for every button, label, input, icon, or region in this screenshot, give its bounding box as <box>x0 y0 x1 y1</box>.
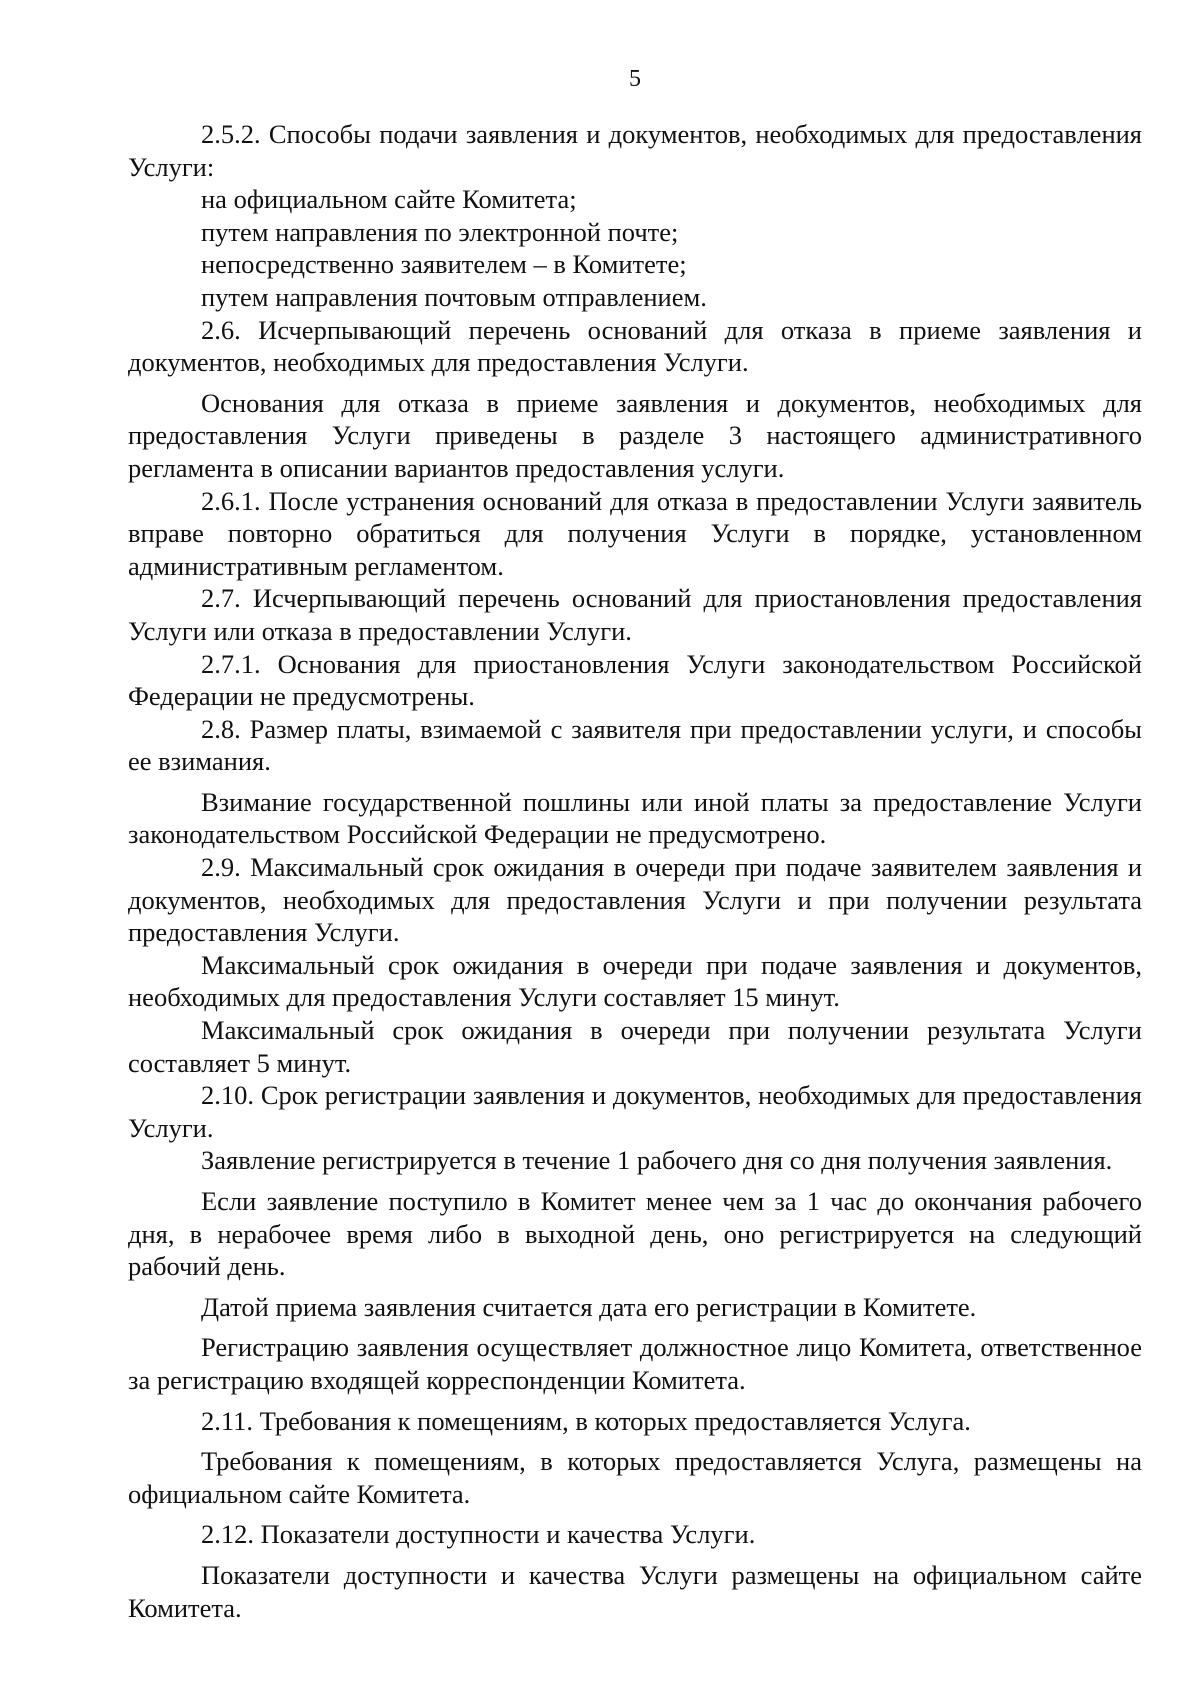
paragraph-2-12: 2.12. Показатели доступности и качества Услуги. <box>201 1519 756 1550</box>
paragraph-queue-result: Максимальный срок ожидания в очереди при получении результата Услуги составляет 5 минут. <box>128 1015 1142 1078</box>
paragraph-2-6-1: 2.6.1. После устранения оснований для отказа в предоставлении Услуги заявитель вправе повторно обратиться для получения Услуги в порядке, установленном административным регламентом. <box>128 485 1142 581</box>
paragraph-queue-submission: Максимальный срок ожидания в очереди при подаче заявления и документов, необходимых для предоставления Услуги составляет 15 минут. <box>128 949 1142 1013</box>
paragraph-fee: Взимание государственной пошлины или иной платы за предоставление Услуги законодательством Российской Федерации не предусмотрено. <box>128 786 1142 850</box>
list-item-official-site: на официальном сайте Комитета; <box>201 184 577 215</box>
paragraph-registration-term: Заявление регистрируется в течение 1 рабочего дня со дня получения заявления. <box>201 1145 1113 1176</box>
paragraph-premises: Требования к помещениям, в которых предоставляется Услуга, размещены на официальном сайте Комитета. <box>128 1446 1142 1509</box>
list-item-email: путем направления по электронной почте; <box>201 216 679 247</box>
list-item-post: путем направления почтовым отправлением. <box>201 281 707 312</box>
list-item-in-person: непосредственно заявителем – в Комитете; <box>201 249 687 280</box>
paragraph-2-7-1: 2.7.1. Основания для приостановления Услуги законодательством Российской Федерации не предусмотрены. <box>128 648 1142 712</box>
paragraph-after-hours: Если заявление поступило в Комитет менее чем за 1 час до окончания рабочего дня, в нерабочее время либо в выходной день, оно регистрируется на следующий рабочий день. <box>128 1186 1142 1282</box>
paragraph-quality: Показатели доступности и качества Услуги размещены на официальном сайте Комитета. <box>128 1559 1142 1623</box>
paragraph-2-9: 2.9. Максимальный срок ожидания в очереди при подаче заявителем заявления и документов, необходимых для предоставления Услуги и при получении результата предоставления Услуги. <box>128 852 1142 948</box>
paragraph-2-6: 2.6. Исчерпывающий перечень оснований для отказа в приеме заявления и документов, необходимых для предоставления Услуги. <box>128 314 1142 378</box>
paragraph-registrar: Регистрацию заявления осуществляет должностное лицо Комитета, ответственное за регистрацию входящей корреспонденции Комитета. <box>128 1332 1142 1395</box>
paragraph-acceptance-date: Датой приема заявления считается дата его регистрации в Комитете. <box>201 1291 977 1322</box>
paragraph-2-5-2: 2.5.2. Способы подачи заявления и документов, необходимых для предоставления Услуги: <box>128 119 1142 182</box>
document-page <box>128 64 1142 1624</box>
paragraph-2-10: 2.10. Срок регистрации заявления и документов, необходимых для предоставления Услуги. <box>128 1080 1142 1143</box>
paragraph-2-7: 2.7. Исчерпывающий перечень оснований для приостановления предоставления Услуги или отказа в предоставлении Услуги. <box>128 583 1142 646</box>
paragraph-2-8: 2.8. Размер платы, взимаемой с заявителя при предоставлении услуги, и способы ее взимания. <box>128 713 1142 777</box>
page-number: 5 <box>629 66 641 92</box>
paragraph-refusal-grounds: Основания для отказа в приеме заявления и документов, необходимых для предоставления Услуги приведены в разделе 3 настоящего административного регламента в описании вариантов предоставления услуги. <box>128 387 1142 483</box>
paragraph-2-11: 2.11. Требования к помещениям, в которых предоставляется Услуга. <box>201 1405 971 1436</box>
